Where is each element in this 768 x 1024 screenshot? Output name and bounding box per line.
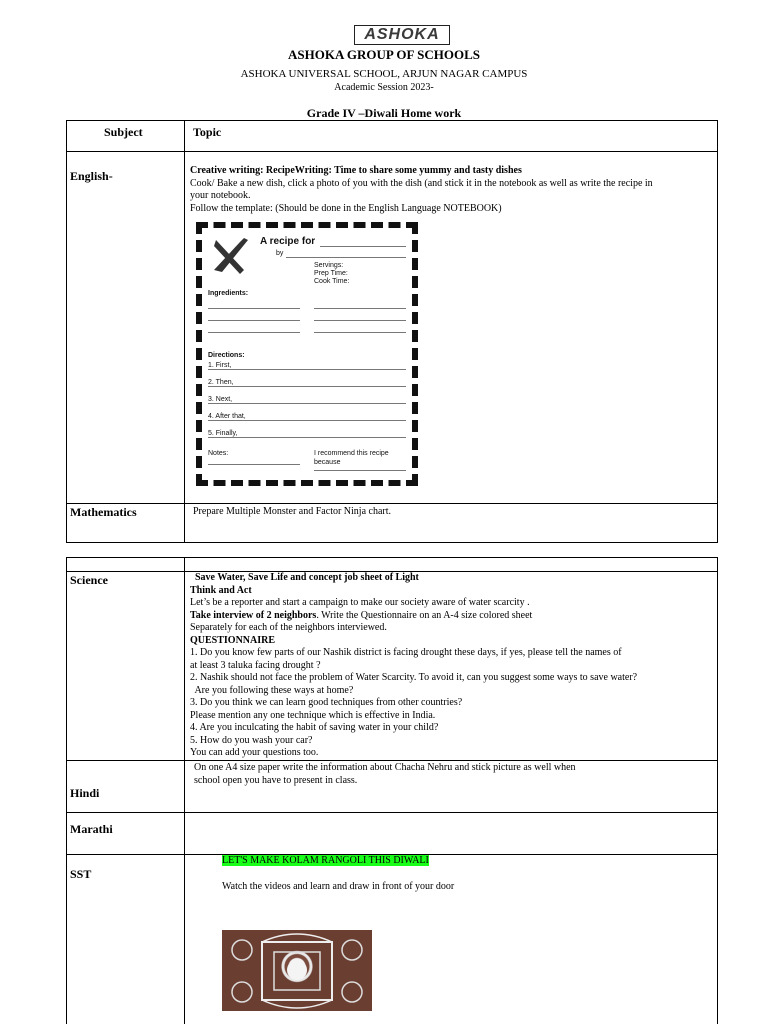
subject-mathematics: Mathematics [70,505,137,519]
science-line: 5. How do you wash your car? [190,734,313,746]
recipe-step: 1. First, [208,362,232,369]
subject-marathi: Marathi [70,822,113,836]
recipe-notes: Notes: [208,450,229,457]
recipe-step: 3. Next, [208,396,233,403]
academic-session: Academic Session 2023- [334,82,434,93]
recipe-recommend: I recommend this recipe [314,450,389,457]
hindi-topic [194,762,714,787]
english-line: Cook/ Bake a new dish, click a photo of you with the dish (and stick it in the notebook as well as write the recipe in [190,177,653,189]
science-line: You can add your questions too. [190,747,319,758]
science-topic [190,572,714,760]
recipe-directions: Directions: [208,352,245,359]
campus-name: ASHOKA UNIVERSAL SCHOOL, ARJUN NAGAR CAMPUS [240,68,528,80]
science-line: Are you following these ways at home? [190,684,354,696]
fork-knife-icon [208,234,254,276]
english-line: Follow the template: (Should be done in the English Language NOTEBOOK) [190,202,502,214]
recipe-step: 2. Then, [208,379,234,386]
hindi-line: On one A4 size paper write the information about Chacha Nehru and stick picture as well when [194,762,576,773]
subject-hindi: Hindi [70,786,100,800]
recipe-servings: Servings: [314,262,344,269]
science-line: Take interview of 2 neighbors. Write the Questionnaire on an A-4 size colored sheet [190,609,533,621]
hindi-line: school open you have to present in class. [194,774,358,786]
subject-sst: SST [70,867,92,881]
science-line: Please mention any one technique which is effective in India. [190,709,436,721]
mathematics-topic: Prepare Multiple Monster and Factor Ninja chart. [193,506,391,517]
science-line: Separately for each of the neighbors interviewed. [190,622,387,633]
sst-instructions: Watch the videos and learn and draw in front of your door [222,881,455,892]
recipe-prep: Prep Time: [314,270,348,277]
recipe-cook: Cook Time: [314,278,350,285]
science-line: 4. Are you inculcating the habit of saving water in your child? [190,722,439,733]
school-group-title: ASHOKA GROUP OF SCHOOLS [287,47,481,62]
recipe-template-image [196,222,418,486]
science-heading: Save Water, Save Life and concept job sheet of Light [195,572,419,583]
science-line: 3. Do you think we can learn good techniques from other countries? [190,697,463,708]
kolam-rangoli-image [222,930,372,1011]
recipe-title: A recipe for [260,236,316,247]
recipe-step: 5. Finally, [208,430,238,437]
interview-bold: Take interview of 2 neighbors [190,609,317,621]
questionnaire-heading: QUESTIONNAIRE [190,634,276,646]
subject-science: Science [70,573,108,587]
english-topic [190,165,712,215]
recipe-step: 4. After that, [208,413,246,420]
subject-english: English- [70,169,113,183]
column-header-topic: Topic [193,125,222,139]
sst-highlight: LET'S MAKE KOLAM RANGOLI THIS DIWALI [222,855,429,866]
recipe-ingredients: Ingredients: [208,290,249,297]
column-header-subject: Subject [104,125,143,139]
science-line: 1. Do you know few parts of our Nashik district is facing drought these days, if yes, please tell the names of [190,647,622,658]
science-line: Let’s be a reporter and start a campaign to make our society aware of water scarcity . [190,597,530,608]
rangoli-pattern-icon [222,930,372,1011]
science-line: at least 3 taluka facing drought ? [190,659,321,671]
science-subheading: Think and Act [190,584,252,596]
recipe-by: by [276,250,284,257]
english-heading: Creative writing: RecipeWriting: Time to share some yummy and tasty dishes [190,165,522,176]
homework-title: Grade IV –Diwali Home work [306,106,462,120]
english-line: your notebook. [190,190,251,201]
science-line: 2. Nashik should not face the problem of Water Scarcity. To avoid it, can you suggest some ways to save water? [190,672,638,683]
school-logo: ASHOKA [354,25,450,45]
recipe-because: because [314,459,341,466]
